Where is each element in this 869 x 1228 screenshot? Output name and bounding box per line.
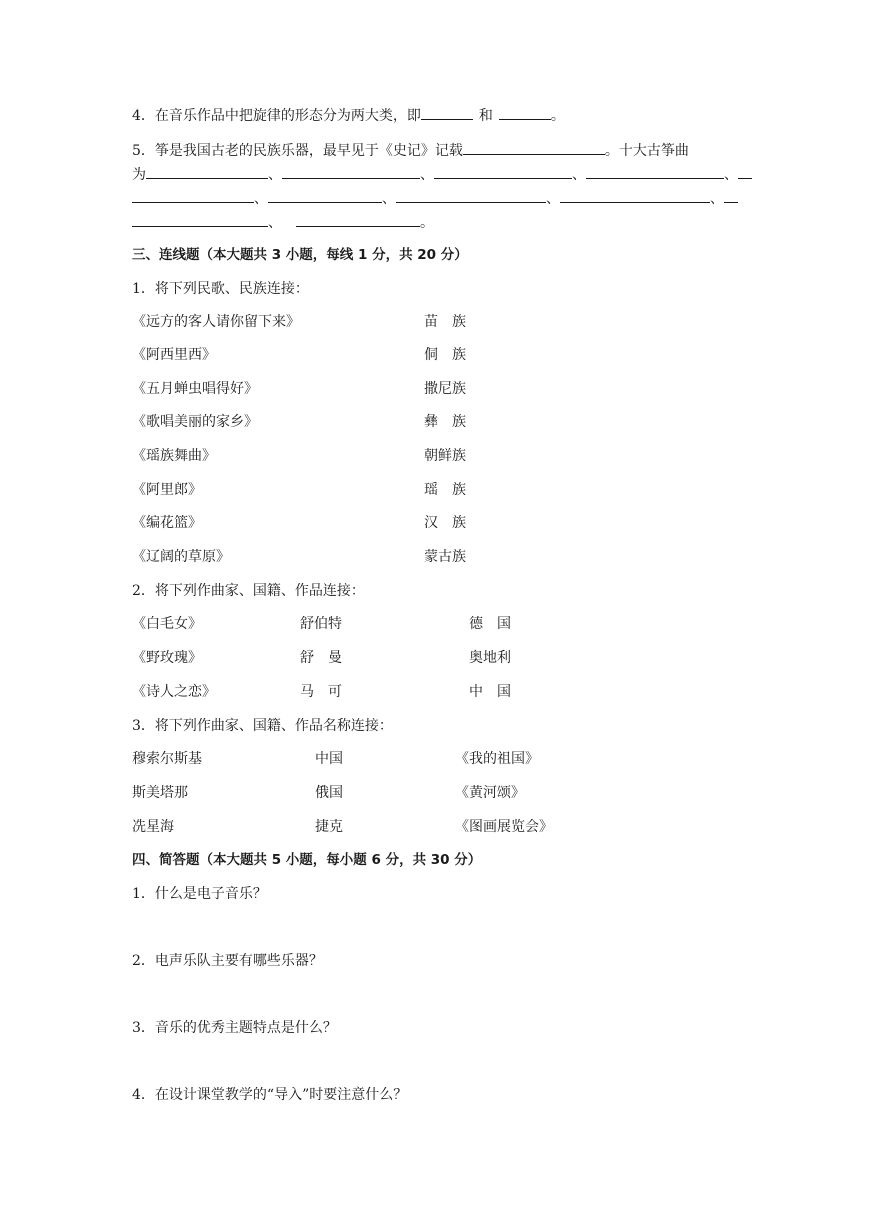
separator: 、	[420, 167, 434, 183]
answer-blank[interactable]	[586, 164, 724, 179]
q4-and: 和	[478, 108, 493, 124]
short-answer-question: 4．在设计课堂教学的“导入”时要注意什么？	[132, 1087, 408, 1103]
composer-item[interactable]: 舒伯特	[300, 616, 342, 632]
separator: 、	[546, 191, 560, 207]
work-item[interactable]: 《白毛女》	[132, 616, 202, 632]
song-item[interactable]: 《编花篮》	[132, 515, 202, 531]
separator: 、	[710, 191, 724, 207]
ethnic-item[interactable]: 撒尼族	[424, 381, 466, 397]
q5-blank-line	[132, 188, 738, 209]
answer-blank[interactable]	[499, 105, 551, 120]
section-3-heading: 三、连线题（本大题共 3 小题，每线 1 分，共 20 分）	[132, 247, 468, 263]
separator: 、	[254, 191, 268, 207]
answer-blank[interactable]	[738, 164, 752, 179]
separator: 、	[724, 167, 738, 183]
country-item[interactable]: 捷克	[315, 819, 343, 835]
answer-blank[interactable]	[282, 164, 420, 179]
answer-blank[interactable]	[396, 188, 546, 203]
work-item[interactable]: 《黄河颂》	[455, 785, 525, 801]
answer-blank[interactable]	[434, 164, 572, 179]
composer-item[interactable]: 穆索尔斯基	[132, 751, 202, 767]
matching-q1-prompt: 1．将下列民歌、民族连接：	[132, 281, 309, 297]
composer-item[interactable]: 舒 曼	[300, 650, 342, 666]
ethnic-item[interactable]: 汉 族	[424, 515, 466, 531]
song-item[interactable]: 《阿西里西》	[132, 347, 216, 363]
song-item[interactable]: 《歌唱美丽的家乡》	[132, 414, 258, 430]
song-item[interactable]: 《远方的客人请你留下来》	[132, 314, 300, 330]
separator: 、	[268, 215, 282, 231]
q4-text: 4．在音乐作品中把旋律的形态分为两大类，即	[132, 108, 421, 124]
fill-question-4	[132, 105, 565, 126]
song-item[interactable]: 《瑶族舞曲》	[132, 448, 216, 464]
ethnic-item[interactable]: 瑶 族	[424, 482, 466, 498]
ethnic-item[interactable]: 蒙古族	[424, 549, 466, 565]
answer-blank[interactable]	[463, 140, 605, 155]
answer-blank[interactable]	[724, 188, 738, 203]
ethnic-item[interactable]: 朝鲜族	[424, 448, 466, 464]
answer-blank[interactable]	[421, 105, 473, 120]
q5-end: 。	[420, 215, 434, 231]
separator: 、	[572, 167, 586, 183]
composer-item[interactable]: 斯美塔那	[132, 785, 188, 801]
answer-blank[interactable]	[296, 212, 420, 227]
answer-blank[interactable]	[132, 212, 268, 227]
country-item[interactable]: 中 国	[469, 684, 511, 700]
q5-blank-line	[132, 164, 752, 185]
work-item[interactable]: 《诗人之恋》	[132, 684, 216, 700]
country-item[interactable]: 德 国	[469, 616, 511, 632]
short-answer-question: 3．音乐的优秀主题特点是什么？	[132, 1020, 337, 1036]
answer-blank[interactable]	[132, 188, 254, 203]
ethnic-item[interactable]: 苗 族	[424, 314, 466, 330]
country-item[interactable]: 俄国	[315, 785, 343, 801]
composer-item[interactable]: 冼星海	[132, 819, 174, 835]
work-item[interactable]: 《图画展览会》	[455, 819, 553, 835]
short-answer-question: 2．电声乐队主要有哪些乐器？	[132, 953, 323, 969]
q5-text: 5．筝是我国古老的民族乐器，最早见于《史记》记载	[132, 143, 463, 159]
work-item[interactable]: 《我的祖国》	[455, 751, 539, 767]
answer-blank[interactable]	[268, 188, 382, 203]
ethnic-item[interactable]: 彝 族	[424, 414, 466, 430]
q5-text-end: 。十大古筝曲	[604, 143, 689, 159]
song-item[interactable]: 《五月蝉虫唱得好》	[132, 381, 258, 397]
composer-item[interactable]: 马 可	[300, 684, 342, 700]
short-answer-question: 1．什么是电子音乐？	[132, 886, 267, 902]
country-item[interactable]: 中国	[315, 751, 343, 767]
work-item[interactable]: 《野玫瑰》	[132, 650, 202, 666]
song-item[interactable]: 《阿里郎》	[132, 482, 202, 498]
fill-question-5	[132, 140, 689, 161]
song-item[interactable]: 《辽阔的草原》	[132, 549, 230, 565]
answer-blank[interactable]	[146, 164, 268, 179]
separator: 、	[268, 167, 282, 183]
q4-end: 。	[550, 108, 565, 124]
q5-blank-line	[132, 212, 434, 233]
matching-q3-prompt: 3．将下列作曲家、国籍、作品名称连接：	[132, 718, 393, 734]
separator: 、	[382, 191, 396, 207]
country-item[interactable]: 奥地利	[469, 650, 511, 666]
q5-prefix: 为	[132, 167, 146, 183]
answer-blank[interactable]	[560, 188, 710, 203]
section-4-heading: 四、简答题（本大题共 5 小题，每小题 6 分，共 30 分）	[132, 852, 482, 868]
matching-q2-prompt: 2．将下列作曲家、国籍、作品连接：	[132, 583, 365, 599]
ethnic-item[interactable]: 侗 族	[424, 347, 466, 363]
